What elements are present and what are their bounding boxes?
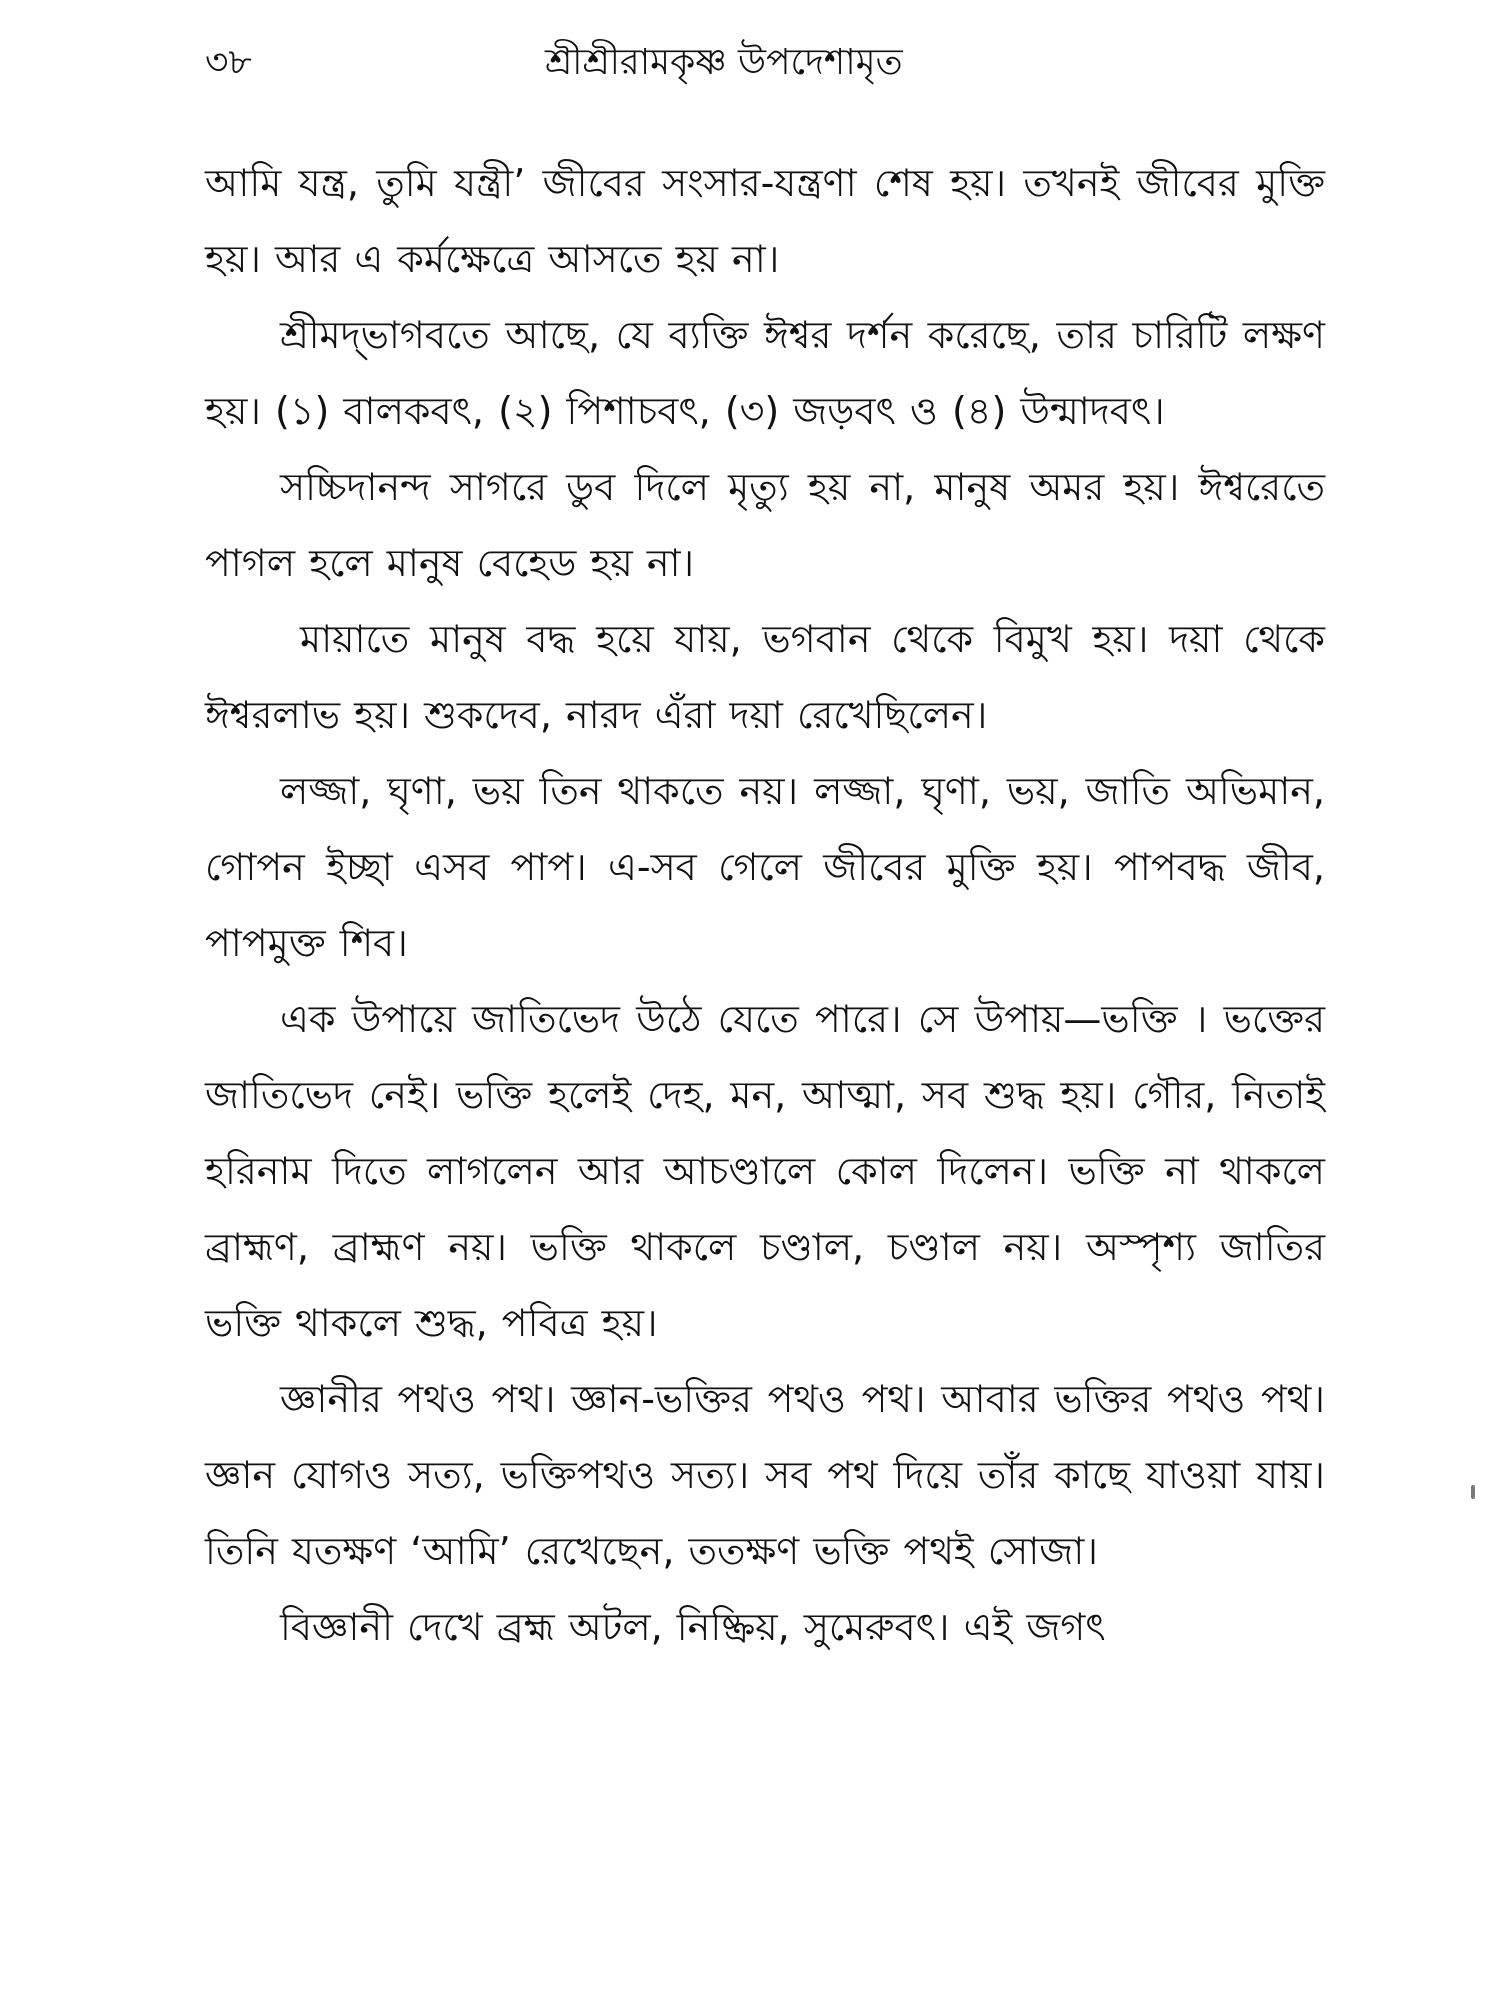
paragraph: বিজ্ঞানী দেখে ব্রহ্ম অটল, নিষ্ক্রিয়, সুমেরুবৎ। এই জগৎ xyxy=(280,1605,1106,1649)
paragraph: সচ্চিদানন্দ সাগরে ডুব দিলে মৃত্যু হয় না, মানুষ অমর হয়। ঈশ্বরেতে পাগল হলে মানুষ বেহেড হয় না। xyxy=(205,465,1325,585)
running-header xyxy=(205,28,1325,98)
body-text xyxy=(205,145,1325,1665)
scan-speck xyxy=(1471,1485,1475,1499)
page-number: ৩৮ xyxy=(205,42,252,83)
paragraph: লজ্জা, ঘৃণা, ভয় তিন থাকতে নয়। লজ্জা, ঘৃণা, ভয়, জাতি অভিমান, গোপন ইচ্ছা এসব পাপ। এ-সব গেলে জীবের মুক্তি হয়। পাপবদ্ধ জীব, পাপমুক্ত শিব। xyxy=(205,769,1325,965)
paragraph: শ্রীমদ্‌ভাগবতে আছে, যে ব্যক্তি ঈশ্বর দর্শন করেছে, তার চারিটি লক্ষণ হয়। (১) বালকবৎ, (২) পিশাচবৎ, (৩) জড়বৎ ও (৪) উন্মাদবৎ। xyxy=(205,313,1325,433)
book-title: শ্রীশ্রীরামকৃষ্ণ উপদেশামৃত xyxy=(545,42,903,83)
paragraph: এক উপায়ে জাতিভেদ উঠে যেতে পারে। সে উপায়—ভক্তি । ভক্তের জাতিভেদ নেই। ভক্তি হলেই দেহ, মন, আত্মা, সব শুদ্ধ হয়। গৌর, নিতাই হরিনাম দিতে লাগলেন আর আচণ্ডালে কোল দিলেন। ভক্তি না থাকলে ব্রাহ্মণ, ব্রাহ্মণ নয়। ভক্তি থাকলে চণ্ডাল, চণ্ডাল নয়। অস্পৃশ্য জাতির ভক্তি থাকলে শুদ্ধ, পবিত্র হয়। xyxy=(205,997,1325,1345)
paragraph: আমি যন্ত্র, তুমি যন্ত্রী’ জীবের সংসার-যন্ত্রণা শেষ হয়। তখনই জীবের মুক্তি হয়। আর এ কর্মক্ষেত্রে আসতে হয় না। xyxy=(205,161,1325,281)
paragraph: জ্ঞানীর পথও পথ। জ্ঞান-ভক্তির পথও পথ। আবার ভক্তির পথও পথ। জ্ঞান যোগও সত্য, ভক্তিপথও সত্য। সব পথ দিয়ে তাঁর কাছে যাওয়া যায়। তিনি যতক্ষণ ‘আমি’ রেখেছেন, ততক্ষণ ভক্তি পথই সোজা। xyxy=(205,1377,1325,1573)
paragraph: মায়াতে মানুষ বদ্ধ হয়ে যায়, ভগবান থেকে বিমুখ হয়। দয়া থেকে ঈশ্বরলাভ হয়। শুকদেব, নারদ এঁরা দয়া রেখেছিলেন। xyxy=(205,617,1325,737)
